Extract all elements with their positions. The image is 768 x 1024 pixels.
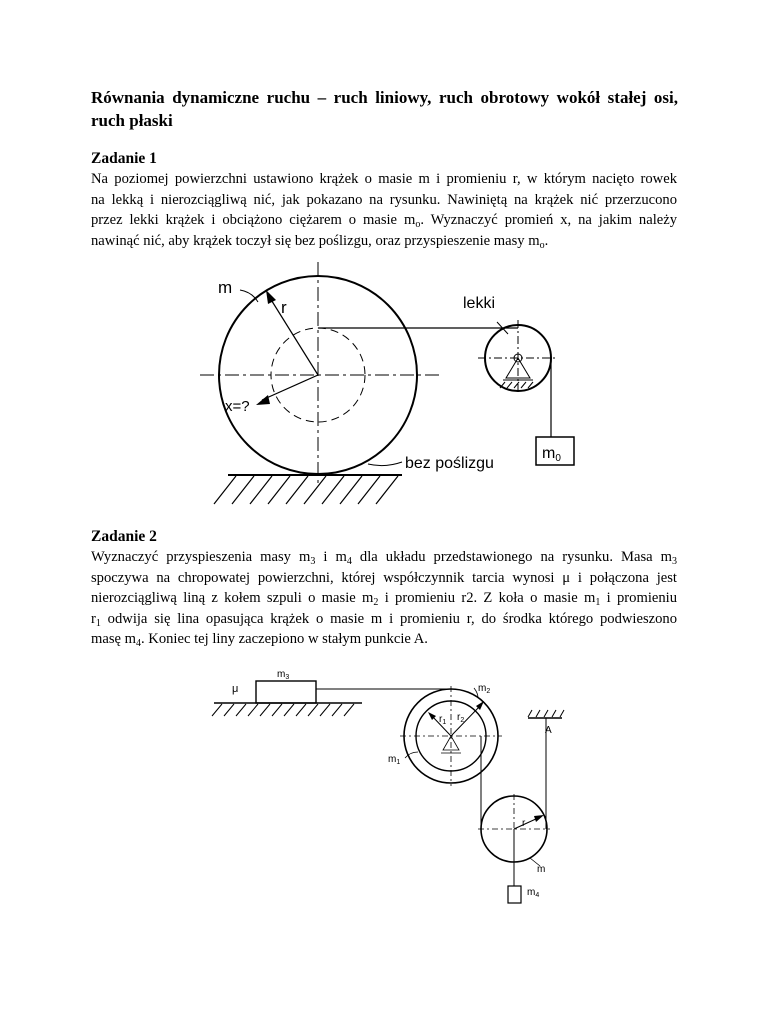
label-m0: m0 (542, 445, 561, 464)
mass-m4-block (508, 886, 521, 903)
task2-heading: Zadanie 2 (91, 528, 157, 545)
task2-line-2: spoczywa na chropowatej powierzchni, której współczynnik tarcia wynosi μ i połączona jest (91, 569, 677, 586)
label-m3: $m_3$ (277, 669, 290, 681)
label-r: r (281, 298, 287, 317)
mass-m3-block (256, 681, 316, 703)
task2-line-1: Wyznaczyć przyspieszenia masy $m_3$ i $m_4$ dla układu przedstawionego na rysunku. Masa $m_3$ (91, 549, 678, 567)
label-r2: $r_2$ (457, 712, 465, 724)
label-A: A (545, 725, 552, 736)
task1-line-3: przez lekki krążek i obciążono ciężarem o masie $m_o$. Wyznaczyć promień x, na jakim należy (91, 212, 677, 230)
task2-line-3: nierozciągliwą liną z kołem szpuli o masie $m_2$ i promieniu r2. Z koła o masie $m_1$ i promieniu (91, 590, 677, 608)
task1-line-2: na lekką i nierozciągliwą nić, jak pokazano na rysunku. Nawiniętą na krążek nić przerzucono (91, 191, 677, 208)
task2-line-5: masę $m_4$. Koniec tej liny zaczepiono w stałym punkcie A. (91, 631, 428, 649)
task1-heading: Zadanie 1 (91, 150, 157, 167)
page-title: Równania dynamiczne ruchu – ruch liniowy, ruch obrotowy wokół stałej osi, ruch płaski (91, 88, 678, 130)
label-m: m (218, 278, 233, 297)
label-r1: $r_1$ (439, 714, 447, 726)
label-m1: $m_1$ (388, 754, 401, 766)
label-bez-poslizgu: bez poślizgu (405, 455, 494, 472)
label-m: m (537, 864, 546, 875)
label-m4: $m_4$ (527, 887, 540, 899)
label-mu: μ (232, 683, 239, 695)
task1-line-1: Na poziomej powierzchni ustawiono krążek o masie m i promieniu r, w którym nacięto rowek (91, 171, 677, 187)
label-lekki: lekki (463, 295, 496, 312)
label-r: r (522, 818, 526, 829)
label-x: x=? (225, 398, 250, 415)
task1-line-4: nawinąć nić, aby krążek toczył się bez poślizgu, oraz przyspieszenie masy $m_o$. (91, 232, 549, 251)
task2-line-4: $r_1$ odwija się lina opasująca krążek o masie m i promieniu r, do środka którego podwieszono (91, 610, 677, 629)
label-m2: $m_2$ (478, 683, 491, 695)
